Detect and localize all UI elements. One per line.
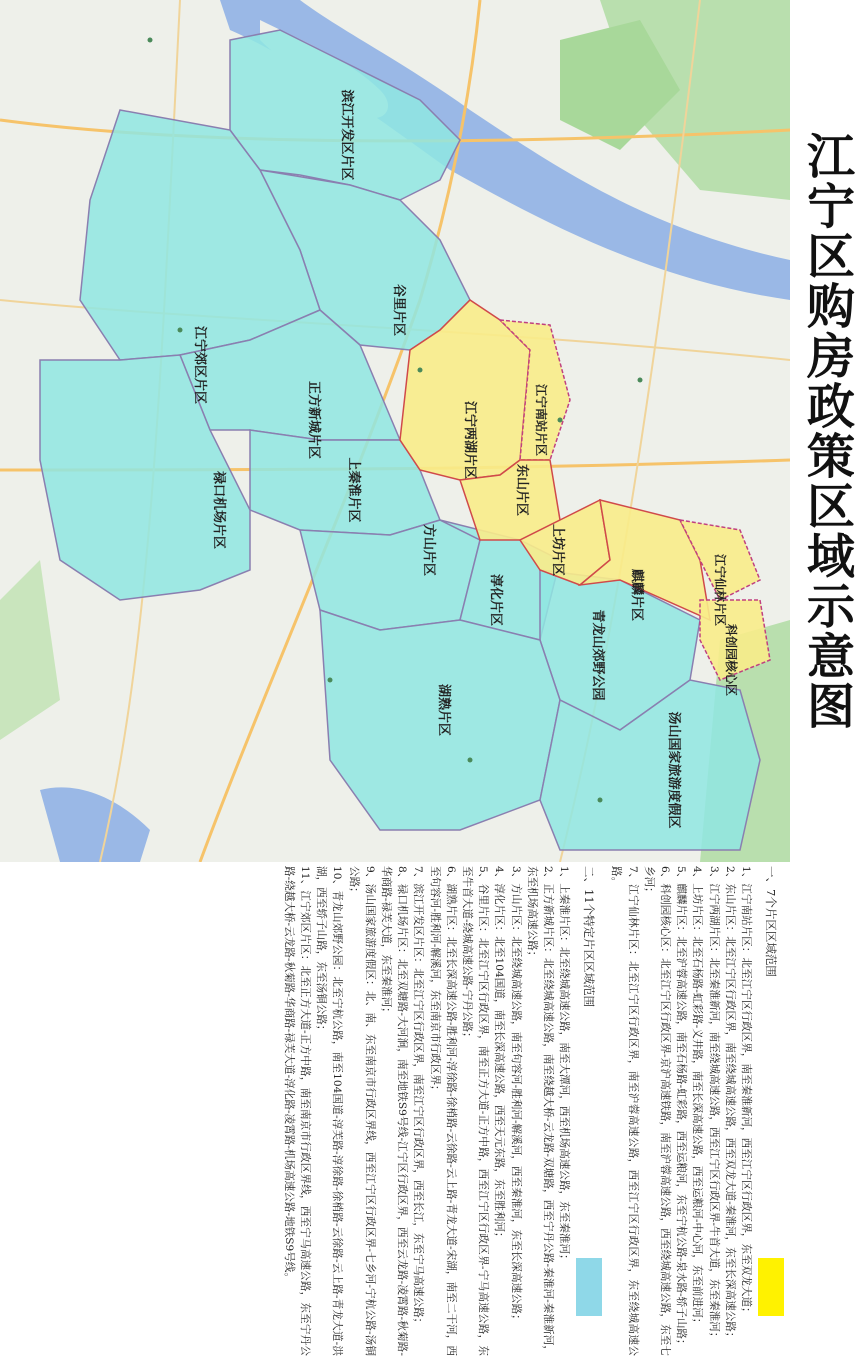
label-shangqinhuai: 上秦淮片区: [346, 457, 361, 523]
legend-section-1-title: 一、7个片区区域范围: [764, 866, 778, 977]
legend-item: 2、东山片区：北至江宁区行政区界，南至绕城高速公路，西至双龙大道-秦淮河，东至长深高速公路；: [723, 866, 736, 1343]
legend-item: 1、上秦淮片区：北至绕城高速公路，南至大潭河，西至机场高速公路，东至秦淮河；: [558, 866, 571, 1265]
label-chunhua: 淳化片区: [488, 573, 503, 627]
legend-item: 10、青龙山郊野公园：北至宁杭公路，南至104国道-淳芙路-淳徐路-徐梢路-云徐路-云上路-青龙大道-洪湖，西至轿子山路，东至汤铜公路；: [315, 866, 344, 1356]
label-binjiang: 滨江开发区片区: [339, 89, 354, 181]
legend-item: 8、禄口机场片区：北至双塘路-大河涧，南至地铁S9号线-江宁区行政区界，西至云龙路-凌霄路-秋菊路-华商路-禄芙大道，东至秦淮河；: [379, 866, 409, 1356]
label-hushu: 湖熟片区: [436, 683, 451, 737]
legend-item: 2、正方新城片区：北至绕城高速公路，南至绕越大桥-云龙路-双塘路，西至宁丹公路-秦淮河-秦淮新河，东至机场高速公路；: [525, 866, 554, 1356]
title-area: [790, 0, 864, 862]
legend-section-2-header: [576, 866, 602, 1356]
legend-section-2-title: 二、11个特定片区区域范围: [582, 866, 597, 1008]
blue-swatch: [576, 1258, 602, 1316]
legend-item: 6、科创园核心区：北至江宁区行政区界-京沪高速铁路，南至沪蓉高速公路，西至绕城高速公路，东至七乡河；: [642, 866, 671, 1356]
label-lukou: 禄口机场片区: [211, 470, 226, 550]
legend-item: 6、湖熟片区：北至长深高速公路-胜利河-淳徐路-徐梢路-云徐路-云上路-青龙大道-宋湖，南至二干河，西至句容河-胜利河-解溪河，东至南京市行政区界；: [428, 866, 457, 1356]
legend-section-2-list: [281, 866, 573, 1356]
legend-content: [0, 866, 790, 1356]
label-dongshan: 东山片区: [514, 463, 529, 517]
legend-area: [0, 862, 864, 1358]
legend-item: 11、江宁郊区片区：北至正方大道-正方中路，南至南京市行政区界线，西至宁马高速公路，东至宁丹公路-绕越大桥-云龙路-秋菊路-华商路-禄芙大道-淳化路-凌霄路-机场高速公路-地铁S9号线。: [282, 866, 311, 1356]
legend-item: 9、汤山国家旅游度假区：北、南、东至南京市行政区界线，西至江宁区行政区界-七乡河-宁杭公路-汤铜公路；: [347, 866, 376, 1356]
legend-item: 4、淳化片区：北至104国道，南至长深高速公路，西至天元东路，东至胜利河；: [493, 866, 506, 1243]
legend-item: 3、方山片区：北至绕城高速公路，南至句容河-胜利河-解溪河，西至秦淮河，东至长深高速公路；: [509, 866, 522, 1325]
yellow-swatch: [758, 1258, 784, 1316]
legend-item: 4、上坊片区：北至石杨路-虹彩路-义井路，南至长深高速公路，西至运粮河-中心河，东至前进河；: [691, 866, 704, 1329]
label-fangshan: 方山片区: [421, 523, 436, 577]
label-qinglongshan: 青龙山郊野公园: [590, 609, 605, 701]
legend-item: 5、谷里片区：北至江宁区行政区界，南至正方大道-正方中路，西至江宁区行政区界-宁马高速公路，东至牛首大道-绕城高速公路-宁丹公路；: [460, 866, 490, 1356]
label-xianlin: 江宁仙林片区: [713, 553, 727, 627]
label-nanzhan: 江宁南站片区: [534, 383, 548, 457]
label-shangfang: 上坊片区: [550, 523, 565, 577]
page-title: 江宁区购房政策区域示意图: [798, 131, 855, 731]
label-tangshan: 汤山国家旅游度假区: [666, 711, 681, 829]
legend-item: 5、麒麟片区：北至沪蓉高速公路，南至石杨路-虹彩路，西至运粮河，东至宁杭公路-泉水路-轿子山路；: [675, 866, 688, 1350]
legend-item: 3、江宁两湖片区：北至秦淮新河，南至绕城高速公路，西至江宁区行政区界-牛首大道，东至秦淮河；: [707, 866, 720, 1343]
label-kechuang: 科创园核心区: [724, 623, 738, 697]
legend-item: 7、滨江开发区片区：北至江宁区行政区界，南至江宁区行政区界，西至长江，东至宁马高速公路；: [412, 866, 425, 1329]
label-zhengfang: 正方新城片区: [306, 380, 321, 460]
legend-section-1-list: [608, 866, 754, 1356]
label-liangsheng: 江宁两湖片区: [462, 400, 477, 480]
legend-item: 7、江宁仙林片区：北至江宁区行政区界，南至沪蓉高速公路，西至江宁区行政区界，东至绕城高速公路。: [610, 866, 639, 1356]
legend-item: 1、江宁南站片区：北至江宁区行政区界，南至秦淮新河，西至江宁区行政区界，东至双龙大道；: [740, 866, 752, 1318]
label-gulixi: 谷里片区: [391, 283, 406, 337]
legend-section-1-header: [758, 866, 784, 1356]
label-jiaoqu: 江宁郊区片区: [192, 325, 207, 405]
label-qilin: 麒麟片区: [629, 568, 644, 622]
